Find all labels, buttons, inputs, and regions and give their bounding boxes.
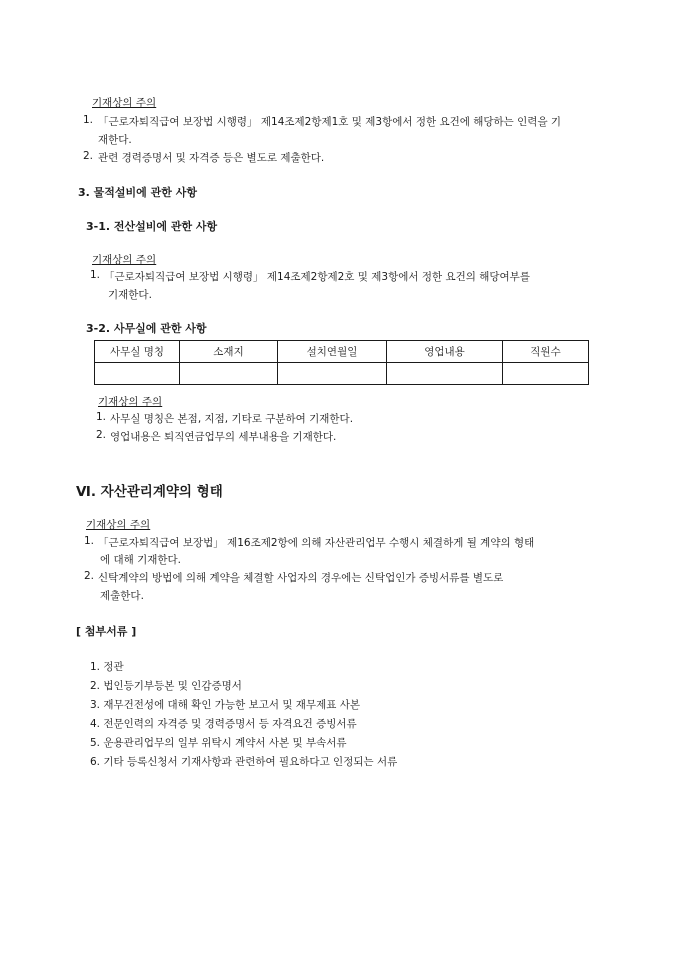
note-item-text: 영업내용은 퇴직연금업무의 세부내용을 기재한다. — [110, 431, 337, 443]
note-item-text: 「근로자퇴직급여 보장법 시행령」 제14조제2항제2호 및 제3항에서 정한 요건의 해당여부를 — [104, 271, 530, 283]
note-item-text-continued: 에 대해 기재한다. — [100, 554, 182, 566]
note-item-text: 사무실 명칭은 본점, 지점, 기타로 구분하여 기재한다. — [110, 413, 354, 425]
note-item-text-continued: 재한다. — [98, 134, 132, 146]
attachment-item: 6. 기타 등록신청서 기재사항과 관련하여 필요하다고 인정되는 서류 — [90, 756, 398, 768]
table-header-cell: 사무실 명칭 — [95, 341, 180, 363]
office-table — [94, 340, 589, 385]
table-row — [95, 363, 589, 385]
note-item-number: 1. — [84, 535, 95, 547]
note-item-number: 1. — [96, 411, 107, 423]
table-header-cell: 설치연월일 — [278, 341, 387, 363]
attachment-item: 4. 전문인력의 자격증 및 경력증명서 등 자격요건 증빙서류 — [90, 718, 357, 730]
attachment-item: 5. 운용관리업무의 일부 위탁시 계약서 사본 및 부속서류 — [90, 737, 347, 749]
note-item-number: 1. — [83, 114, 94, 126]
note-item-number: 2. — [84, 570, 95, 582]
note-item-text: 관련 경력증명서 및 자격증 등은 별도로 제출한다. — [98, 152, 325, 164]
note-item-number: 2. — [96, 429, 107, 441]
table-cell — [95, 363, 180, 385]
attachment-item: 3. 재무건전성에 대해 확인 가능한 보고서 및 재무제표 사본 — [90, 699, 361, 711]
table-header-row — [95, 341, 589, 363]
note-item-text: 「근로자퇴직급여 보장법 시행령」 제14조제2항제1호 및 제3항에서 정한 요건에 해당하는 인력을 기 — [98, 116, 562, 128]
note-item-number: 1. — [90, 269, 101, 281]
subsection-heading: 3-2. 사무실에 관한 사항 — [86, 322, 207, 335]
note-item-text: 「근로자퇴직급여 보장법」 제16조제2항에 의해 자산관리업무 수행시 체결하게 될 계약의 형태 — [98, 537, 535, 549]
note-item-number: 2. — [83, 150, 94, 162]
note-title: 기재상의 주의 — [86, 519, 151, 531]
attachment-item: 2. 법인등기부등본 및 인감증명서 — [90, 680, 242, 692]
attachments-heading: [ 첨부서류 ] — [76, 625, 137, 638]
section-heading: 3. 물적설비에 관한 사항 — [78, 186, 197, 199]
table-cell — [180, 363, 278, 385]
table-cell — [278, 363, 387, 385]
note-item-text-continued: 제출한다. — [100, 590, 144, 602]
chapter-heading: Ⅵ. 자산관리계약의 형태 — [76, 484, 223, 500]
subsection-heading: 3-1. 전산설비에 관한 사항 — [86, 220, 218, 233]
note-item-text: 신탁계약의 방법에 의해 계약을 체결할 사업자의 경우에는 신탁업인가 증빙서류를 별도로 — [98, 572, 504, 584]
table-header-cell: 영업내용 — [387, 341, 503, 363]
table-header-cell: 직원수 — [503, 341, 589, 363]
table-cell — [387, 363, 503, 385]
table-cell — [503, 363, 589, 385]
table-header-cell: 소재지 — [180, 341, 278, 363]
note-title: 기재상의 주의 — [98, 396, 163, 408]
note-title: 기재상의 주의 — [92, 97, 157, 109]
note-title: 기재상의 주의 — [92, 254, 157, 266]
note-item-text-continued: 기재한다. — [108, 289, 152, 301]
attachment-item: 1. 정관 — [90, 661, 124, 673]
